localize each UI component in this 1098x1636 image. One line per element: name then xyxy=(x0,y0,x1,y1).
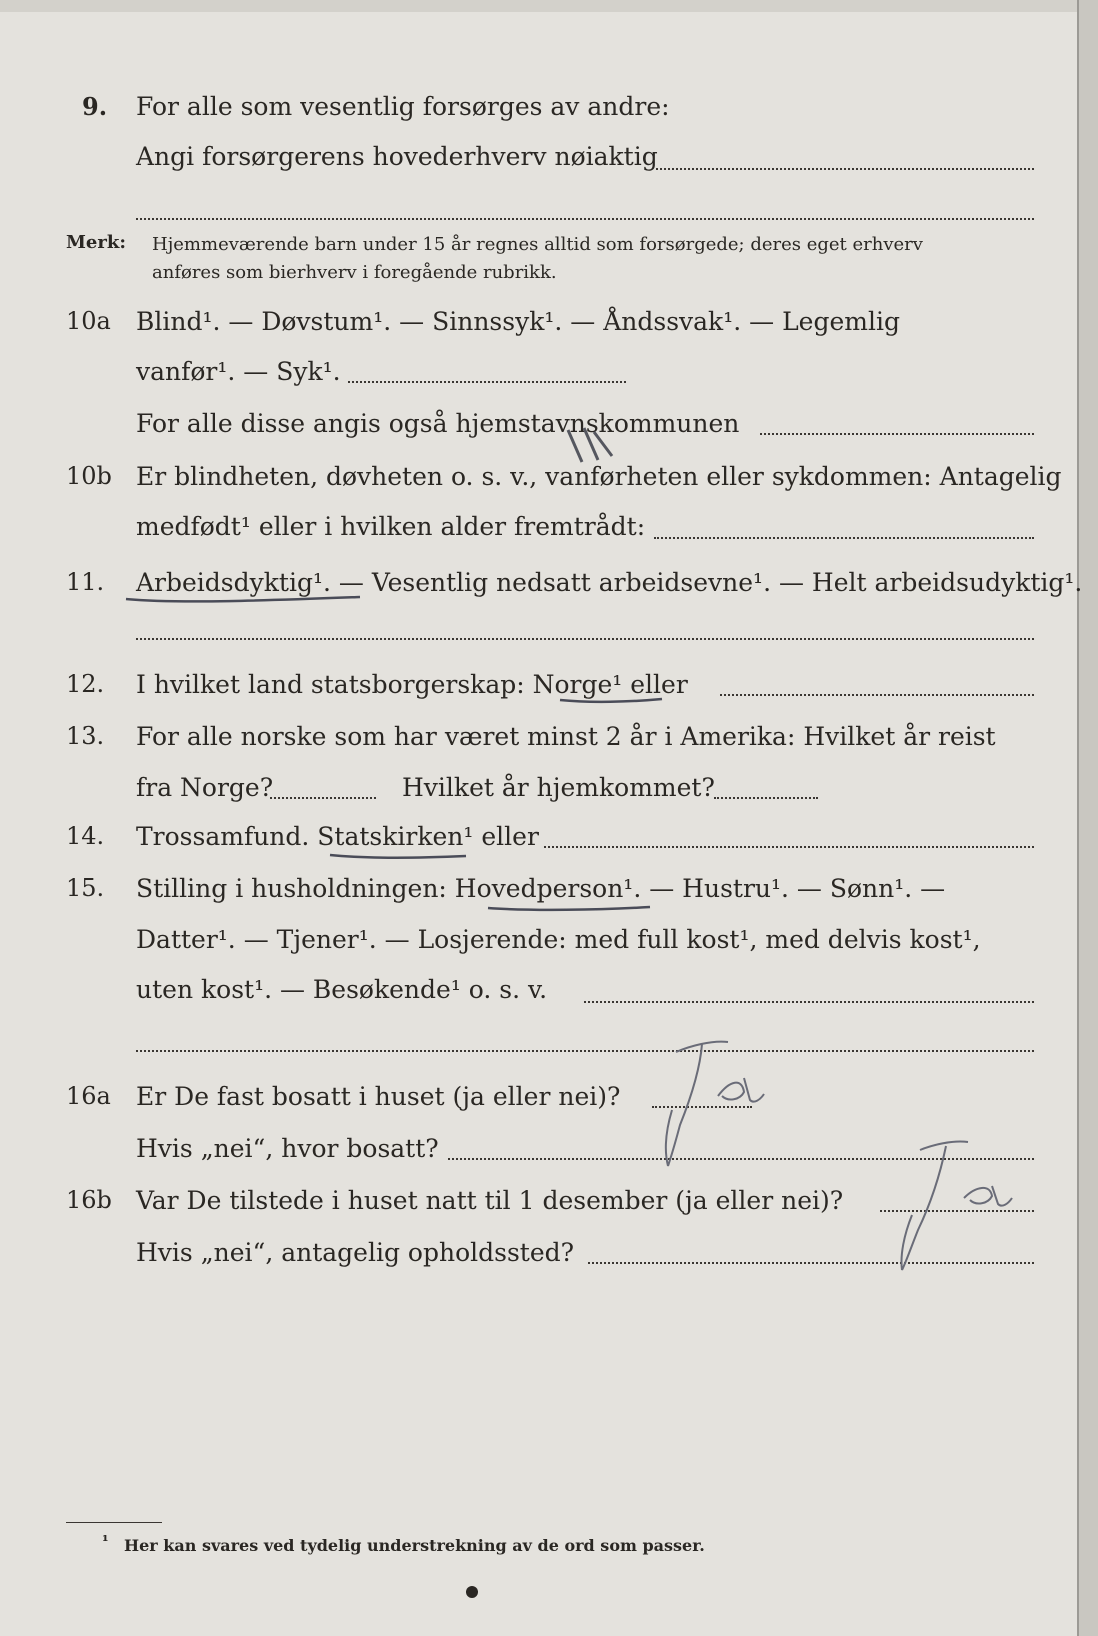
underline-statskirken xyxy=(330,855,466,858)
merk-text-line1: Hjemmeværende barn under 15 år regnes alltid som forsørgede; deres eget erhverv xyxy=(152,234,923,255)
q16b-number: 16b xyxy=(66,1186,112,1214)
q10a-text-line2: vanfør¹. — Syk¹. xyxy=(136,357,341,386)
footnote-text: Her kan svares ved tydelig understrekning av de ord som passer. xyxy=(124,1536,705,1555)
footnote-mark: ¹ xyxy=(102,1532,109,1550)
underline-norge xyxy=(560,699,662,702)
q16b-handwritten-answer xyxy=(901,1142,1012,1270)
q10a-number: 10a xyxy=(66,307,111,335)
q13-number: 13. xyxy=(66,722,105,750)
q9-number: 9. xyxy=(82,92,108,121)
q10a-text-line3: For alle disse angis også hjemstavnskommunen xyxy=(136,409,740,438)
merk-label: Merk: xyxy=(66,232,126,253)
q10a-text-line1: Blind¹. — Døvstum¹. — Sinnssyk¹. — Åndssvak¹. — Legemlig xyxy=(136,307,900,336)
q16a-text-line1: Er De fast bosatt i huset (ja eller nei)? xyxy=(136,1082,621,1111)
underline-arbeidsdyktig xyxy=(126,597,360,601)
q11-number: 11. xyxy=(66,568,105,596)
q14-text-line1: Trossamfund. Statskirken¹ eller xyxy=(136,822,539,851)
q10b-number: 10b xyxy=(66,462,112,490)
q16a-handwritten-answer xyxy=(666,1042,764,1166)
q12-text-line1: I hvilket land statsborgerskap: Norge¹ eller xyxy=(136,670,688,699)
q9-text-line1: For alle som vesentlig forsørges av andre: xyxy=(136,92,670,121)
merk-text-line2: anføres som bierhverv i foregående rubrikk. xyxy=(152,262,557,283)
q13-text-line2a: fra Norge? xyxy=(136,773,274,802)
q13-text-line2b: Hvilket år hjemkommet? xyxy=(402,773,715,802)
q16b-text-line2: Hvis „nei“, antagelig opholdssted? xyxy=(136,1238,575,1267)
q16a-number: 16a xyxy=(66,1082,111,1110)
footnote-rule xyxy=(66,1522,162,1523)
q15-text-line3: uten kost¹. — Besøkende¹ o. s. v. xyxy=(136,975,548,1004)
q10b-text-line2: medfødt¹ eller i hvilken alder fremtrådt: xyxy=(136,512,646,541)
stray-pen-mark xyxy=(568,428,612,462)
underline-hovedperson xyxy=(488,907,650,910)
q16b-text-line1: Var De tilstede i huset natt til 1 desember (ja eller nei)? xyxy=(136,1186,844,1215)
q13-text-line1: For alle norske som har været minst 2 år i Amerika: Hvilket år reist xyxy=(136,722,996,751)
q10b-text-line1: Er blindheten, døvheten o. s. v., vanførheten eller sykdommen: Antagelig xyxy=(136,462,1062,491)
q9-text-line2: Angi forsørgerens hovederhverv nøiaktig xyxy=(136,142,658,171)
q16a-text-line2: Hvis „nei“, hvor bosatt? xyxy=(136,1134,439,1163)
q11-text-line1: Arbeidsdyktig¹. — Vesentlig nedsatt arbeidsevne¹. — Helt arbeidsudyktig¹. xyxy=(136,568,1083,597)
q15-text-line1: Stilling i husholdningen: Hovedperson¹. — Hustru¹. — Sønn¹. — xyxy=(136,874,946,903)
q15-text-line2: Datter¹. — Tjener¹. — Losjerende: med full kost¹, med delvis kost¹, xyxy=(136,925,981,954)
ink-dot xyxy=(466,1586,478,1598)
q14-number: 14. xyxy=(66,822,105,850)
q12-number: 12. xyxy=(66,670,105,698)
q15-number: 15. xyxy=(66,874,105,902)
